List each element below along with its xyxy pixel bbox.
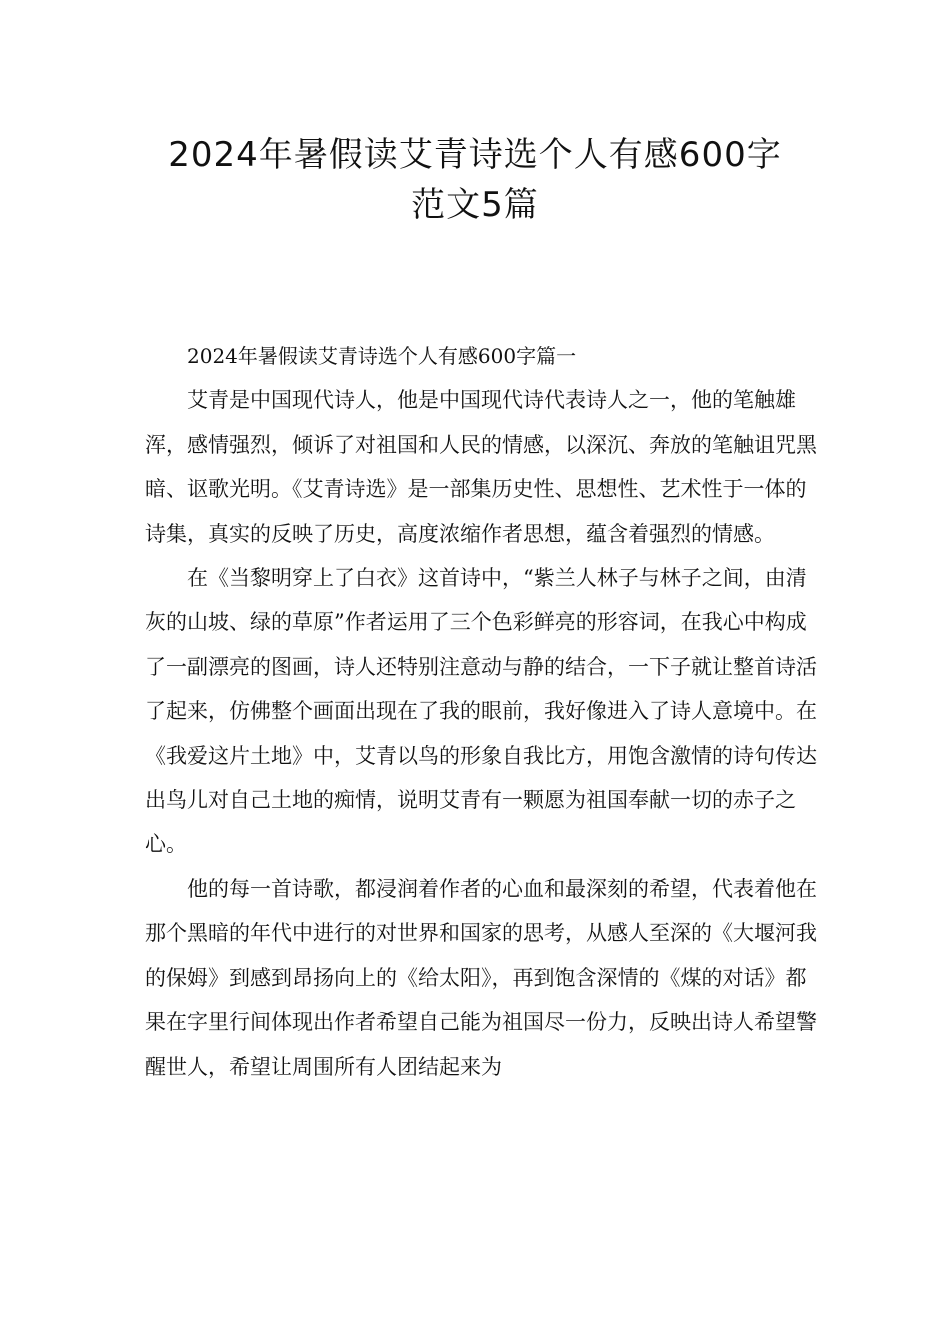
title-line-1: 2024年暑假读艾青诗选个人有感600字 xyxy=(168,135,782,175)
document-title xyxy=(120,130,830,230)
paragraph-2: 在《当黎明穿上了白衣》这首诗中，“紫兰人林子与林子之间，由清灰的山坡、绿的草原”作者运用了三个色彩鲜亮的形容词，在我心中构成了一副漂亮的图画，诗人还特别注意动与静的结合，一下子就让整首诗活了起来，仿佛整个画面出现在了我的眼前，我好像进入了诗人意境中。在《我爱这片土地》中，艾青以鸟的形象自我比方，用饱含激情的诗句传达出鸟儿对自己土地的痴情，说明艾青有一颗愿为祖国奉献一切的赤子之心。 xyxy=(145,566,817,857)
title-line-2: 范文5篇 xyxy=(411,185,539,225)
document-body xyxy=(145,334,825,1089)
section-heading: 2024年暑假读艾青诗选个人有感600字篇一 xyxy=(187,344,577,368)
paragraph-1: 艾青是中国现代诗人，他是中国现代诗代表诗人之一，他的笔触雄浑，感情强烈，倾诉了对祖国和人民的情感，以深沉、奔放的笔触诅咒黑暗、讴歌光明。《艾青诗选》是一部集历史性、思想性、艺术性于一体的诗集，真实的反映了历史，高度浓缩作者思想，蕴含着强烈的情感。 xyxy=(145,388,817,546)
paragraph-3: 他的每一首诗歌，都浸润着作者的心血和最深刻的希望，代表着他在那个黑暗的年代中进行的对世界和国家的思考，从感人至深的《大堰河我的保姆》到感到昂扬向上的《给太阳》，再到饱含深情的《煤的对话》都果在字里行间体现出作者希望自己能为祖国尽一份力，反映出诗人希望警醒世人，希望让周围所有人团结起来为 xyxy=(145,876,817,1079)
